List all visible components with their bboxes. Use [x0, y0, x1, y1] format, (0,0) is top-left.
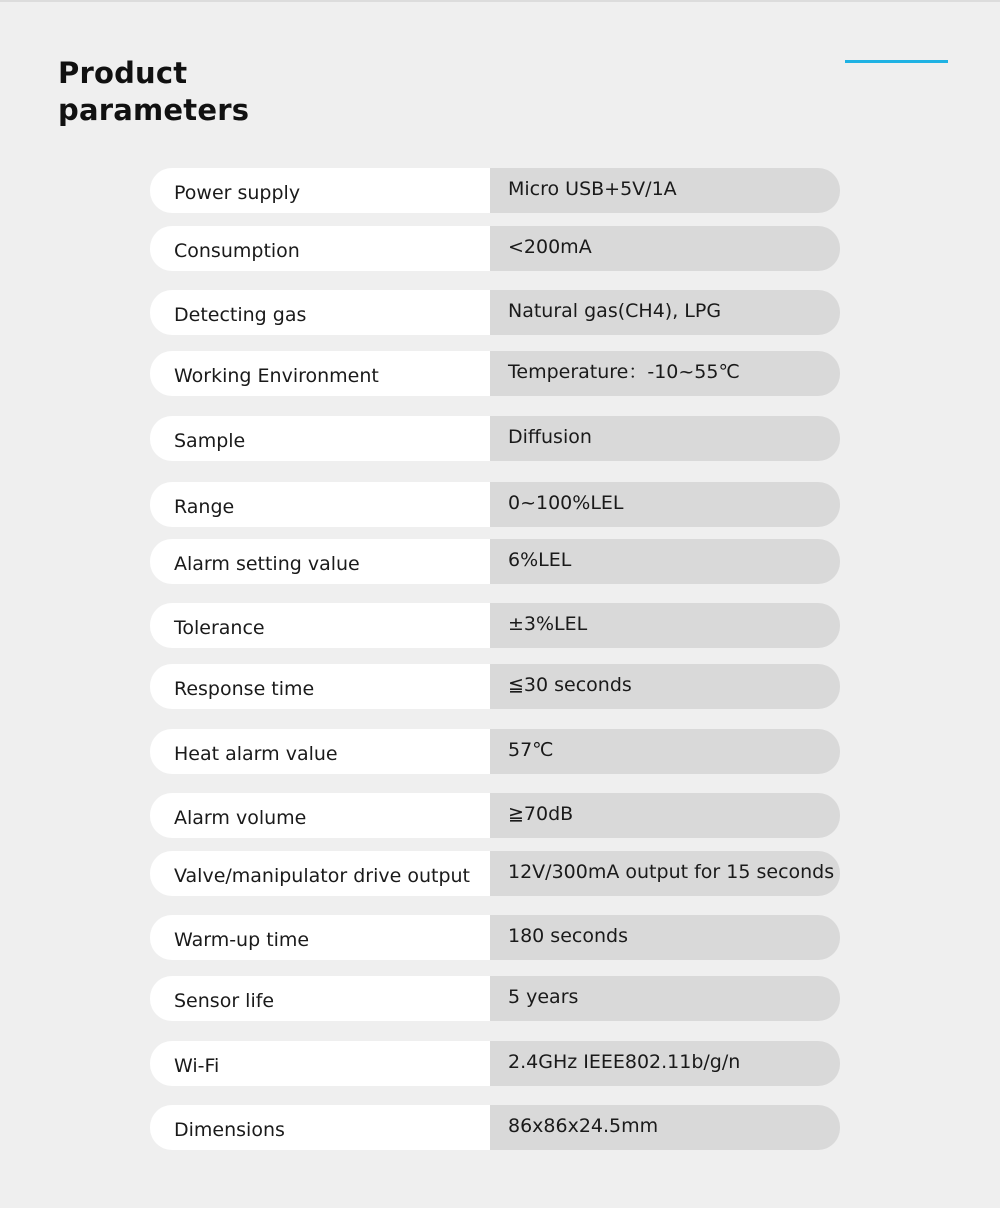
spec-row-tolerance [150, 603, 840, 648]
spec-row-wi-fi [150, 1041, 840, 1086]
spec-label: Wi-Fi [150, 1041, 490, 1086]
spec-label: Power supply [150, 168, 490, 213]
spec-label: Warm-up time [150, 915, 490, 960]
spec-label: Tolerance [150, 603, 490, 648]
spec-row-warm-up-time [150, 915, 840, 960]
spec-row-alarm-setting-value [150, 539, 840, 584]
spec-label: Working Environment [150, 351, 490, 396]
spec-row-dimensions [150, 1105, 840, 1150]
spec-row-alarm-volume [150, 793, 840, 838]
spec-label: Detecting gas [150, 290, 490, 335]
page-title-line-1: Product [58, 56, 188, 90]
spec-value: 0~100%LEL [490, 482, 840, 527]
spec-value: ≧70dB [490, 793, 840, 838]
spec-value: 180 seconds [490, 915, 840, 960]
spec-label: Alarm setting value [150, 539, 490, 584]
spec-label: Sensor life [150, 976, 490, 1021]
spec-row-sensor-life [150, 976, 840, 1021]
spec-label: Response time [150, 664, 490, 709]
spec-label: Dimensions [150, 1105, 490, 1150]
spec-value: Natural gas(CH4), LPG [490, 290, 840, 335]
spec-value: 6%LEL [490, 539, 840, 584]
spec-value: 2.4GHz IEEE802.11b/g/n [490, 1041, 840, 1086]
spec-value: 86x86x24.5mm [490, 1105, 840, 1150]
spec-value: <200mA [490, 226, 840, 271]
spec-row-sample [150, 416, 840, 461]
spec-value: 5 years [490, 976, 840, 1021]
spec-row-power-supply [150, 168, 840, 213]
spec-row-valve-drive-output [150, 851, 840, 896]
spec-row-range [150, 482, 840, 527]
spec-row-working-environment [150, 351, 840, 396]
spec-row-heat-alarm-value [150, 729, 840, 774]
spec-label: Heat alarm value [150, 729, 490, 774]
spec-value: ±3%LEL [490, 603, 840, 648]
top-divider [0, 0, 1000, 2]
spec-value: Diffusion [490, 416, 840, 461]
spec-label: Alarm volume [150, 793, 490, 838]
spec-value: Temperature：-10~55℃ [490, 351, 840, 396]
spec-value: Micro USB+5V/1A [490, 168, 840, 213]
spec-label: Sample [150, 416, 490, 461]
spec-value: 57℃ [490, 729, 840, 774]
spec-label: Valve/manipulator drive output [150, 851, 490, 896]
page-title [58, 55, 318, 129]
page-title-line-2: parameters [58, 93, 250, 127]
spec-value: ≦30 seconds [490, 664, 840, 709]
spec-label: Range [150, 482, 490, 527]
accent-line [845, 60, 948, 63]
spec-label: Consumption [150, 226, 490, 271]
spec-row-response-time [150, 664, 840, 709]
spec-row-detecting-gas [150, 290, 840, 335]
spec-row-consumption [150, 226, 840, 271]
spec-value: 12V/300mA output for 15 seconds [490, 851, 840, 896]
